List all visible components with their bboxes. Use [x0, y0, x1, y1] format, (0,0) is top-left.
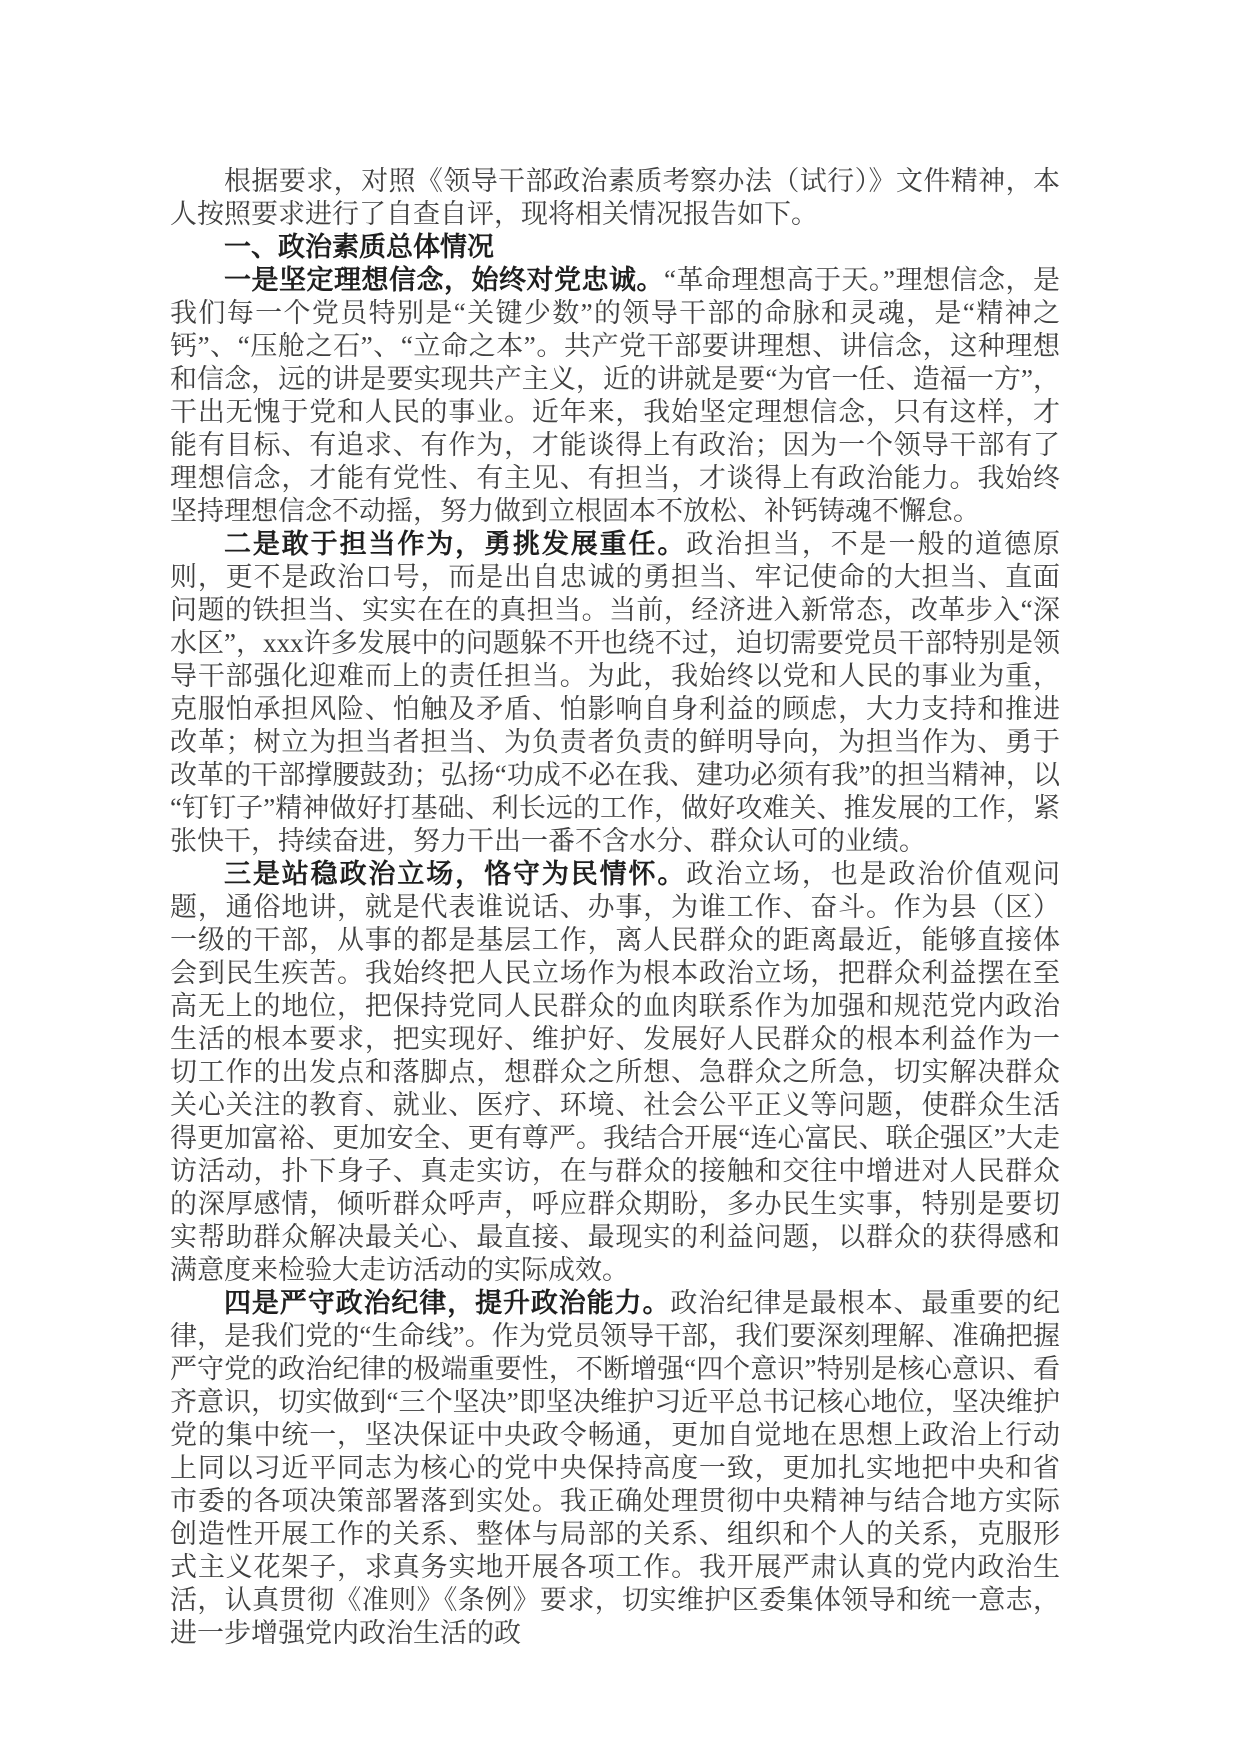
paragraph-ideals-body: “革命理想高于天。”理想信念，是我们每一个党员特别是“关键少数”的领导干部的命脉和灵魂，是“精神之钙”、“压舱之石”、“立命之本”。共产党干部要讲理想、讲信念，这种理想和信念，远的讲是要实现共产主义，近的讲就是要“为官一任、造福一方”，干出无愧于党和人民的事业。近年来，我始坚定理想信念，只有这样，才能有目标、有追求、有作为，才能谈得上有政治；因为一个领导干部有了理想信念，才能有党性、有主见、有担当，才谈得上有政治能力。我始终坚持理想信念不动摇，努力做到立根固本不放松、补钙铸魂不懈怠。 [170, 265, 1060, 526]
paragraph-responsibility-lead: 二是敢于担当作为，勇挑发展重任。 [224, 529, 687, 559]
paragraph-ideals-lead: 一是坚定理想信念，始终对党忠诚。 [224, 265, 665, 295]
paragraph-discipline-lead: 四是严守政治纪律，提升政治能力。 [224, 1288, 671, 1318]
paragraph-discipline-body: 政治纪律是最根本、最重要的纪律，是我们党的“生命线”。作为党员领导干部，我们要深刻理解、准确把握严守党的政治纪律的极端重要性，不断增强“四个意识”特别是核心意识、看齐意识，切实做到“三个坚决”即坚决维护习近平总书记核心地位，坚决维护党的集中统一，坚决保证中央政令畅通，更加自觉地在思想上政治上行动上同以习近平同志为核心的党中央保持高度一致，更加扎实地把中央和省市委的各项决策部署落到实处。我正确处理贯彻中央精神与结合地方实际创造性开展工作的关系、整体与局部的关系、组织和个人的关系，克服形式主义花架子，求真务实地开展各项工作。我开展严肃认真的党内政治生活，认真贯彻《准则》《条例》要求，切实维护区委集体领导和统一意志，进一步增强党内政治生活的政 [170, 1288, 1061, 1648]
paragraph-stance-body: 政治立场，也是政治价值观问题，通俗地讲，就是代表谁说话、办事，为谁工作、奋斗。作为县（区）一级的干部，从事的都是基层工作，离人民群众的距离最近，能够直接体会到民生疾苦。我始终把人民立场作为根本政治立场，把群众利益摆在至高无上的地位，把保持党同人民群众的血肉联系作为加强和规范党内政治生活的根本要求，把实现好、维护好、发展好人民群众的根本利益作为一切工作的出发点和落脚点，想群众之所想、急群众之所急，切实解决群众关心关注的教育、就业、医疗、环境、社会公平正义等问题，使群众生活得更加富裕、更加安全、更有尊严。我结合开展“连心富民、联企强区”大走访活动，扑下身子、真走实访，在与群众的接触和交往中增进对人民群众的深厚感情，倾听群众呼声，呼应群众期盼，多办民生实事，特别是要切实帮助群众解决最关心、最直接、最现实的利益问题，以群众的获得感和满意度来检验大走访活动的实际成效。 [170, 859, 1061, 1285]
intro-paragraph: 根据要求，对照《领导干部政治素质考察办法（试行）》文件精神，本人按照要求进行了自查自评，现将相关情况报告如下。 [170, 166, 1060, 229]
section-heading: 一、政治素质总体情况 [224, 232, 494, 262]
paragraph-stance-lead: 三是站稳政治立场，恪守为民情怀。 [224, 859, 687, 889]
paragraph-responsibility-body: 政治担当，不是一般的道德原则，更不是政治口号，而是出自忠诚的勇担当、牢记使命的大担当、直面问题的铁担当、实实在在的真担当。当前，经济进入新常态，改革步入“深水区”，xxx许多发展中的问题躲不开也绕不过，迫切需要党员干部特别是领导干部强化迎难而上的责任担当。为此，我始终以党和人民的事业为重，克服怕承担风险、怕触及矛盾、怕影响自身利益的顾虑，大力支持和推进改革；树立为担当者担当、为负责者负责的鲜明导向，为担当作为、勇于改革的干部撑腰鼓劲；弘扬“功成不必在我、建功必须有我”的担当精神，以“钉钉子”精神做好打基础、利长远的工作，做好攻难关、推发展的工作，紧张快干，持续奋进，努力干出一番不含水分、群众认可的业绩。 [170, 529, 1061, 856]
paragraph-stance [170, 858, 1060, 1287]
paragraph-ideals [170, 264, 1060, 528]
paragraph-discipline [170, 1287, 1060, 1650]
paragraph-responsibility [170, 528, 1060, 858]
